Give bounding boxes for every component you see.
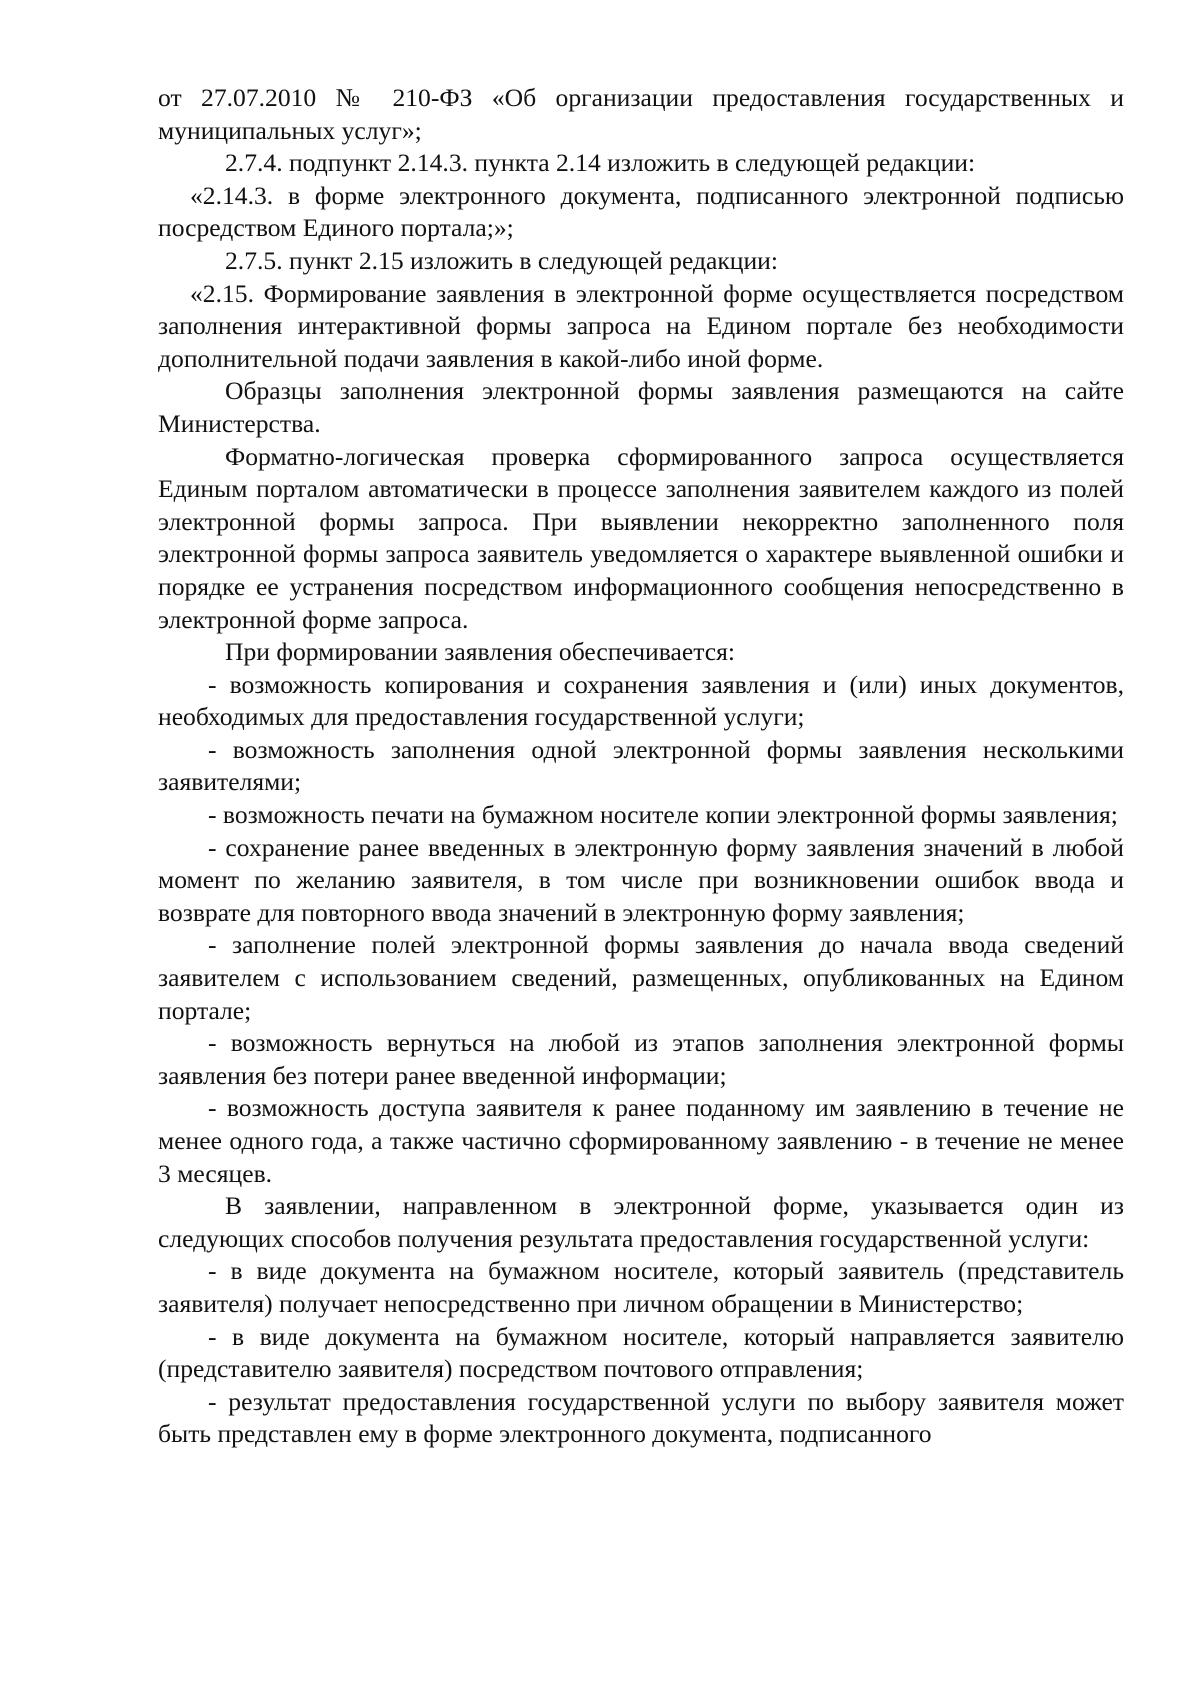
list-item-access-history: - возможность доступа заявителя к ранее поданному им заявлению в течение не менее одного года, а также частично сформированному заявлению - в течение не менее 3 месяцев. — [158, 1093, 1124, 1188]
paragraph-2-14-3-quote: «2.14.3. в форме электронного документа, подписанного электронной подписью посредством Единого портала;»; — [158, 180, 1124, 243]
paragraph-samples: Образцы заполнения электронной формы заявления размещаются на сайте Министерства. — [158, 376, 1124, 438]
paragraph-provision-intro: При формировании заявления обеспечивается: — [225, 637, 735, 667]
list-item-electronic-result: - результат предоставления государственной услуги по выбору заявителя может быть представлен ему в форме электронного документа, подписанного — [158, 1386, 1124, 1449]
paragraph-result-methods: В заявлении, направленном в электронной форме, указывается один из следующих способов получения результата предоставления государственной услуги: — [158, 1191, 1124, 1253]
document-page — [158, 82, 1124, 1451]
list-item-print: - возможность печати на бумажном носителе копии электронной формы заявления; — [208, 800, 1118, 830]
list-item-copy-save: - возможность копирования и сохранения заявления и (или) иных документов, необходимых для предоставления государственной услуги; — [158, 669, 1124, 732]
paragraph-law-reference: от 27.07.2010 № 210-ФЗ «Об организации предоставления государственных и муниципальных услуг»; — [158, 83, 1124, 145]
paragraph-2-7-4: 2.7.4. подпункт 2.14.3. пункта 2.14 изложить в следующей редакции: — [225, 148, 976, 178]
list-item-paper-mail: - в виде документа на бумажном носителе, который направляется заявителю (представителю заявителя) посредством почтового отправления; — [158, 1321, 1124, 1384]
paragraph-2-15-quote: «2.15. Формирование заявления в электронной форме осуществляется посредством заполнения интерактивной формы запроса на Едином портале без необходимости дополнительной подачи заявления в какой-либо иной форме. — [158, 278, 1124, 373]
paragraph-format-check: Форматно-логическая проверка сформированного запроса осуществляется Единым порталом автоматически в процессе заполнения заявителем каждого из полей электронной формы запроса. При выявлении некорректно заполненного поля электронной формы запроса заявитель уведомляется о характере выявленной ошибки и порядке ее устранения посредством информационного сообщения непосредственно в электронной форме запроса. — [158, 441, 1124, 634]
list-item-prefill: - заполнение полей электронной формы заявления до начала ввода сведений заявителем с использованием сведений, размещенных, опубликованных на Едином портале; — [158, 930, 1124, 1025]
list-item-save-values: - сохранение ранее введенных в электронную форму заявления значений в любой момент по желанию заявителя, в том числе при возникновении ошибок ввода и возврате для повторного ввода значений в электронную форму заявления; — [158, 832, 1124, 927]
list-item-return-steps: - возможность вернуться на любой из этапов заполнения электронной формы заявления без потери ранее введенной информации; — [158, 1028, 1124, 1090]
list-item-paper-in-person: - в виде документа на бумажном носителе, который заявитель (представитель заявителя) получает непосредственно при личном обращении в Министерство; — [158, 1256, 1124, 1318]
list-item-multiple-applicants: - возможность заполнения одной электронной формы заявления несколькими заявителями; — [158, 734, 1124, 797]
paragraph-2-7-5: 2.7.5. пункт 2.15 изложить в следующей редакции: — [225, 245, 778, 275]
